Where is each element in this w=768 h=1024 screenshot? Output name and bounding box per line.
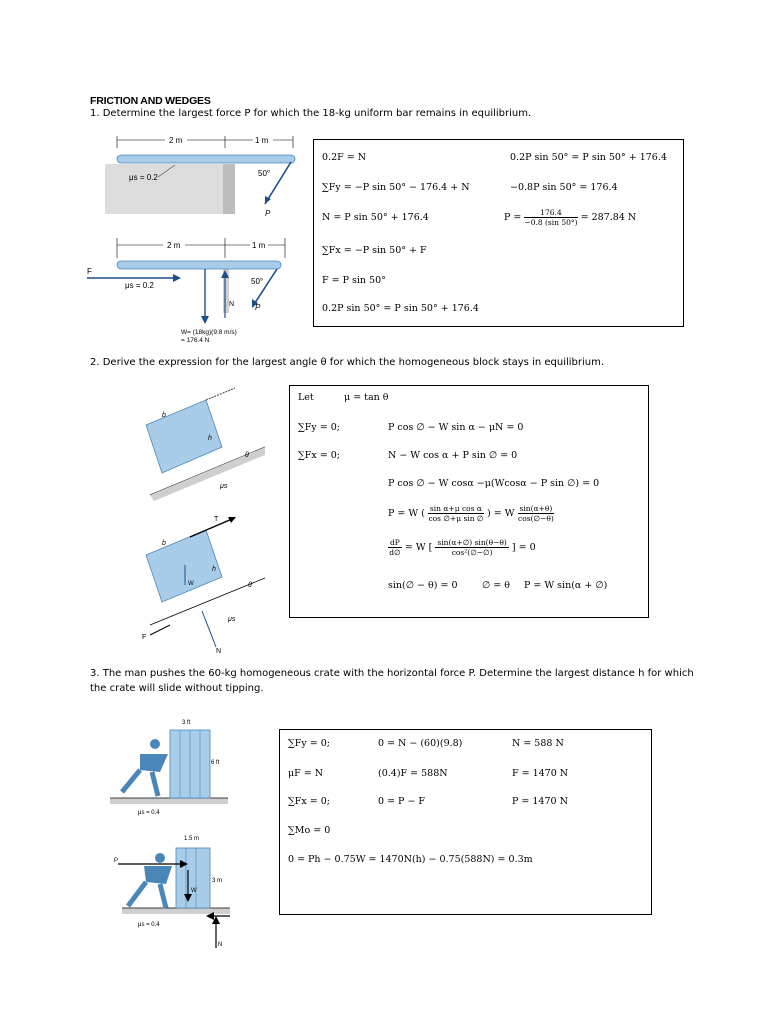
svg-text:μs = 0.2: μs = 0.2	[129, 173, 158, 182]
svg-text:θ: θ	[245, 452, 249, 459]
svg-text:μs = 0.4: μs = 0.4	[138, 922, 160, 928]
svg-text:N: N	[229, 301, 235, 308]
svg-text:= 176.4 N: = 176.4 N	[181, 337, 210, 344]
problem-3-statement-line-1: 3. The man pushes the 60-kg homogeneous crate with the horizontal force P. Determine the largest distance h for which	[90, 668, 694, 679]
svg-text:3 ft: 3 ft	[182, 720, 191, 726]
svg-text:W: W	[188, 581, 194, 587]
eq-3-3c: P = 1470 N	[512, 796, 568, 807]
eq-3-3b: 0 = P − F	[378, 796, 426, 807]
eq-1-7: 0.2P sin 50° = P sin 50° + 176.4	[510, 152, 667, 163]
eq-2-6a: sin(∅ − θ) = 0	[388, 580, 458, 591]
problem-1-statement: 1. Determine the largest force P for which the 18-kg uniform bar remains in equilibrium.	[90, 108, 532, 119]
eq-1-5: F = P sin 50°	[322, 275, 386, 286]
svg-text:b: b	[162, 412, 166, 419]
fx-label: ∑Fx = 0;	[298, 450, 340, 461]
fx-equation: N − W cos α + P sin ∅ = 0	[388, 450, 518, 461]
eq-1-8: −0.8P sin 50° = 176.4	[510, 182, 618, 193]
bar-figure-free-body	[87, 238, 285, 344]
eq-3-4: ∑Mo = 0	[288, 825, 331, 836]
eq-2-6b: ∅ = θ	[482, 580, 510, 591]
svg-text:1 m: 1 m	[252, 241, 266, 250]
eq-3-1c: N = 588 N	[512, 738, 564, 749]
crate-figure-top	[110, 720, 228, 816]
let-equation: μ = tan θ	[344, 392, 389, 403]
problem-3-figures	[100, 712, 235, 952]
eq-3-2a: μF = N	[288, 768, 324, 779]
svg-text:N: N	[218, 942, 223, 948]
problem-3-statement-line-2: the crate will slide without tipping.	[90, 683, 264, 694]
eq-2-5: $\frac{dP}{d\emptyset}$ = W [ $\frac{\sin(\alpha+\emptyset) \sin(\theta-\theta)}{\text{cos²(∅−∅)}}$ ] = 0	[389, 538, 536, 557]
problem-2-figures	[140, 385, 270, 655]
eq-3-5: 0 = Ph − 0.75W = 1470N(h) − 0.75(588N) = 0.3m	[288, 854, 533, 865]
crate-figure-free-body	[114, 836, 230, 948]
svg-text:1 m: 1 m	[255, 136, 269, 145]
eq-1-3: N = P sin 50° + 176.4	[322, 212, 429, 223]
eq-3-2b: (0.4)F = 588N	[378, 768, 448, 779]
svg-text:6 ft: 6 ft	[211, 760, 220, 766]
svg-text:h: h	[208, 435, 212, 442]
eq-1-6: 0.2P sin 50° = P sin 50° + 176.4	[322, 303, 479, 314]
problem-2-statement: 2. Derive the expression for the largest angle θ for which the homogeneous block stays in equilibrium.	[90, 357, 605, 368]
svg-text:b: b	[162, 540, 166, 547]
svg-text:μs: μs	[228, 616, 236, 623]
svg-text:2 m: 2 m	[169, 136, 183, 145]
svg-text:P: P	[114, 858, 119, 864]
block-figure-top	[146, 388, 265, 501]
svg-text:F: F	[87, 267, 92, 276]
svg-text:3 m: 3 m	[212, 878, 223, 884]
block-figure-free-body	[142, 516, 265, 655]
svg-text:h: h	[212, 566, 216, 573]
eq-1-1: 0.2F = N	[322, 152, 367, 163]
svg-text:1.5 m: 1.5 m	[184, 836, 200, 842]
svg-text:F: F	[142, 634, 147, 641]
svg-text:50°: 50°	[251, 277, 264, 286]
svg-text:θ: θ	[248, 582, 252, 589]
eq-1-2: ∑Fy = −P sin 50° − 176.4 + N	[322, 182, 470, 193]
eq-2-6c: P = W sin(α + ∅)	[524, 580, 608, 591]
fy-label: ∑Fy = 0;	[298, 422, 340, 433]
svg-text:N: N	[216, 648, 222, 655]
svg-text:50°: 50°	[258, 169, 271, 178]
problem-1-solution-box	[313, 139, 684, 327]
problem-3-solution-box	[279, 729, 652, 915]
svg-text:P: P	[265, 209, 271, 218]
svg-text:μs = 0.2: μs = 0.2	[125, 281, 154, 290]
problem-1-figures	[87, 128, 305, 344]
eq-3-1b: 0 = N − (60)(9.8)	[378, 738, 463, 749]
let-label: Let	[298, 392, 314, 403]
problem-2-solution-box	[289, 385, 649, 618]
eq-1-4: ∑Fx = −P sin 50° + F	[322, 245, 427, 256]
eq-3-1a: ∑Fy = 0;	[288, 738, 330, 749]
fy-equation: P cos ∅ − W sin α − μN = 0	[388, 422, 524, 433]
svg-text:μs: μs	[220, 483, 228, 490]
eq-3-3a: ∑Fx = 0;	[288, 796, 330, 807]
heading: FRICTION AND WEDGES	[90, 95, 211, 107]
svg-text:μs = 0.4: μs = 0.4	[138, 810, 160, 816]
svg-text:2 m: 2 m	[167, 241, 181, 250]
eq-3-2c: F = 1470 N	[512, 768, 569, 779]
bar-figure-top	[105, 135, 295, 218]
eq-1-9: P = $\frac{176.4}{-0.8 (\sin 50^\circ)}$ = 287.84 N	[504, 208, 637, 227]
eq-2-3: P cos ∅ − W cosα −μ(Wcosα − P sin ∅) = 0	[388, 478, 600, 489]
eq-2-4: P = W ( $\frac{\text{sin α+μ cos α}}{\text{cos ∅+μ sin ∅}}$ ) = W $\frac{\sin(\alpha+\theta)}{\cos(\emptyset-\theta)}$	[388, 504, 554, 523]
svg-text:W: W	[191, 888, 197, 894]
svg-text:P: P	[255, 303, 261, 312]
svg-text:W= (18kg)(9.8 m/s): W= (18kg)(9.8 m/s)	[181, 329, 237, 336]
svg-text:T: T	[214, 516, 219, 523]
